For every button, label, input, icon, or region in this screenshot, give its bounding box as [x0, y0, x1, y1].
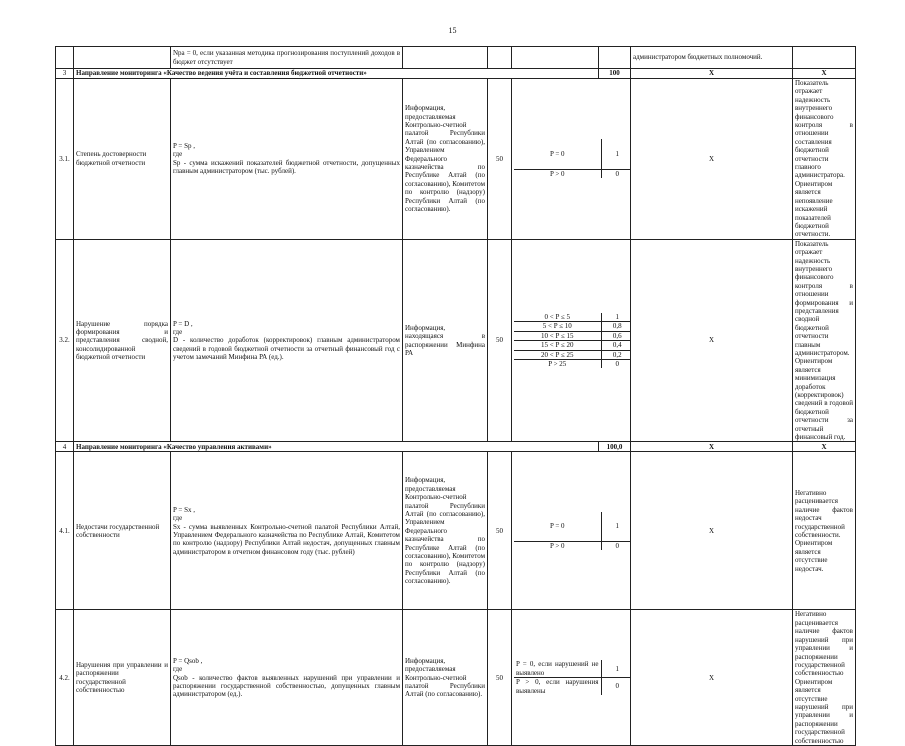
row-number: 3.2. — [56, 239, 74, 442]
formula-cell: P = D , где D - количество доработок (корректировок) главным администратором сведений в годовой бюджетной отчетности за отчетный финансовый год с учетом замечаний Минфина РА (ед.). — [171, 239, 403, 442]
section-row — [56, 442, 856, 452]
comment-cell: Показатель отражает надежность внутреннего финансового контроля в отношении формирования и представления сводной бюджетной отчетности главным администратором. Ориентиром является минимизация доработок (корректировок) сведений в годовой бюджетной отчетности за отчетный финансовый год. — [793, 239, 856, 442]
score: 0 — [601, 678, 631, 695]
conditions-cell — [512, 239, 631, 442]
weight-cell: 50 — [488, 452, 512, 610]
indicator-name: Степень достоверности бюджетной отчетности — [74, 79, 171, 240]
score: 0,6 — [601, 331, 631, 340]
conditions-cell — [512, 452, 631, 610]
section-x: Х — [631, 442, 793, 452]
formula-cell: P = Sx , где Sx - сумма выявленных Контрольно-счетной палатой Республики Алтай, Управлением Федерального казначейства по Республике Алтай, Комитетом по контролю (надзору) Республики Алтай недостач, допущенных главным администратором в отчетном финансовом году (тыс. рублей) — [171, 452, 403, 610]
score: 1 — [601, 139, 631, 169]
score: 1 — [601, 660, 631, 677]
comment-cell: администратором бюджетных полномочий. — [631, 47, 793, 69]
row-number: 4.2. — [56, 610, 74, 746]
indicator-name: Нарушение порядка формирования и представления сводной, консолидированной бюджетной отчетности — [74, 239, 171, 442]
table-row — [56, 79, 856, 240]
formula-cell: Npa = 0, если указанная методика прогнозирования поступлений доходов в бюджет отсутствует — [171, 47, 403, 69]
monitoring-table — [55, 46, 856, 746]
score: 0,2 — [601, 350, 631, 359]
condition: 5 < P ≤ 10 — [514, 322, 601, 331]
indicator-name: Недостачи государственной собственности — [74, 452, 171, 610]
score: 1 — [601, 512, 631, 542]
page-number: 15 — [448, 26, 457, 35]
weight-cell: 50 — [488, 79, 512, 240]
comment-cell: Негативно расценивается наличие фактов нарушений при управлении и распоряжении государственной собственностью Ориентиром является отсутствие нарушений при управлении и распоряжении государственной собственностью — [793, 610, 856, 746]
weight-cell: 50 — [488, 239, 512, 442]
score: 0,8 — [601, 322, 631, 331]
section-x: Х — [793, 442, 856, 452]
formula-cell: P = Qsob , где Qsob - количество фактов выявленных нарушений при управлении и распоряжении государственной собственностью, допущенных главным администратором (ед.). — [171, 610, 403, 746]
score: 0,4 — [601, 341, 631, 350]
section-weight: 100,0 — [599, 442, 631, 452]
x-cell: Х — [631, 239, 793, 442]
section-row — [56, 69, 856, 79]
row-number: 3.1. — [56, 79, 74, 240]
section-number: 4 — [56, 442, 74, 452]
source-cell: Информация, предоставляемая Контрольно-счетной палатой Республики Алтай (по согласованию), Управлением Федерального казначейства по Республике Алтай (по согласованию), Комитетом по контролю (надзору) Республики Алтай (по согласованию). — [403, 79, 488, 240]
section-title: Направление мониторинга «Качество ведения учёта и составления бюджетной отчетности» — [74, 69, 599, 79]
condition: 15 < P ≤ 20 — [514, 341, 601, 350]
score: 1 — [601, 313, 631, 322]
table-row — [56, 610, 856, 746]
score: 0 — [601, 542, 631, 551]
source-cell: Информация, предоставляемая Контрольно-счетной палатой Республики Алтай (по согласованию). — [403, 610, 488, 746]
formula-cell: P = Sp , где Sp - сумма искажений показателей бюджетной отчетности, допущенных главным администратором (тыс. рублей). — [171, 79, 403, 240]
condition: P > 25 — [548, 359, 567, 368]
section-x: Х — [631, 69, 793, 79]
condition: P = 0, если нарушений не выявлено — [514, 660, 601, 677]
table-row — [56, 239, 856, 442]
table-row — [56, 452, 856, 610]
weight-cell: 50 — [488, 610, 512, 746]
condition: P > 0 — [549, 542, 565, 551]
source-cell: Информация, предоставляемая Контрольно-счетной палатой Республики Алтай (по согласованию), Управлением Федерального казначейства по Республике Алтай (по согласованию), Комитетом по контролю (надзору) Республики Алтай (по согласованию). — [403, 452, 488, 610]
row-number: 4.1. — [56, 452, 74, 610]
condition: P = 0 — [514, 139, 601, 169]
condition: P > 0 — [549, 169, 565, 178]
table-row — [56, 47, 856, 69]
condition: P > 0, если нарушения выявлены — [516, 678, 599, 695]
section-weight: 100 — [599, 69, 631, 79]
source-cell: Информация, находящаяся в распоряжении Минфина РА — [403, 239, 488, 442]
x-cell: Х — [631, 452, 793, 610]
condition: 0 < P ≤ 5 — [514, 313, 601, 322]
score: 0 — [601, 169, 631, 178]
score: 0 — [601, 359, 631, 368]
section-number: 3 — [56, 69, 74, 79]
x-cell: Х — [631, 79, 793, 240]
conditions-cell — [512, 79, 631, 240]
comment-cell: Негативно расценивается наличие фактов недостач государственной собственности. Ориентиром является отсутствие недостач. — [793, 452, 856, 610]
condition: 10 < P ≤ 15 — [514, 331, 601, 340]
condition: 20 < P ≤ 25 — [514, 350, 601, 359]
section-x: Х — [793, 69, 856, 79]
conditions-cell — [512, 610, 631, 746]
condition: P = 0 — [514, 512, 601, 542]
x-cell: Х — [631, 610, 793, 746]
indicator-name: Нарушения при управлении и распоряжении государственной собственностью — [74, 610, 171, 746]
comment-cell: Показатель отражает надежность внутреннего финансового контроля в отношении составления бюджетной отчетности главного администратора. Ориентиром является непоявление искажений показателей бюджетной отчетности. — [793, 79, 856, 240]
section-title: Направление мониторинга «Качество управления активами» — [74, 442, 599, 452]
